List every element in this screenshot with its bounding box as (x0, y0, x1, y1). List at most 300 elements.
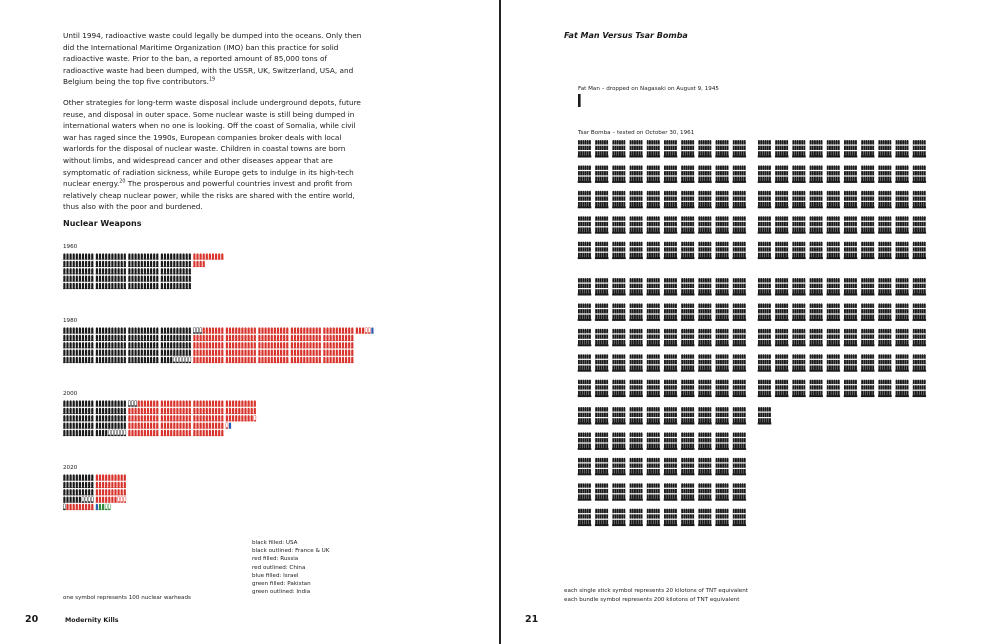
warhead-symbol (137, 253, 140, 259)
warhead-symbol (161, 357, 164, 363)
warhead-symbol (137, 268, 140, 274)
warhead-symbol (85, 504, 88, 510)
warhead-symbol (141, 408, 144, 414)
bundle-symbol (913, 140, 927, 158)
bundle-symbol (715, 380, 729, 398)
warhead-symbol (315, 327, 318, 333)
warhead-symbol (221, 342, 224, 348)
warhead-symbol (137, 415, 140, 421)
warhead-symbol (88, 489, 91, 495)
warhead-symbol (82, 335, 85, 341)
warhead-symbol (63, 357, 66, 363)
warhead-symbol (254, 335, 256, 341)
warhead-symbol (63, 283, 66, 289)
bundle-symbol (612, 191, 626, 209)
warhead-symbol (319, 327, 322, 333)
warhead-symbol (221, 335, 224, 341)
warhead-symbol (182, 275, 185, 281)
warhead-symbol (147, 283, 150, 289)
warhead-symbol (85, 422, 88, 428)
warhead-symbol (128, 430, 131, 436)
warhead-symbol (286, 342, 289, 348)
warhead-symbol (241, 357, 244, 363)
warhead-symbol (85, 275, 88, 281)
warhead-symbol (306, 327, 309, 333)
warhead-symbol (209, 342, 212, 348)
warhead-symbol (108, 430, 111, 436)
warhead-symbol (137, 408, 140, 414)
warhead-symbol (176, 400, 179, 406)
warhead-symbol (153, 261, 156, 267)
warhead-symbol (69, 482, 72, 488)
warhead-symbol (66, 400, 69, 406)
warhead-symbol (114, 327, 117, 333)
warhead-symbol (79, 275, 82, 281)
bundle-symbol (681, 407, 695, 425)
warhead-symbol (108, 327, 111, 333)
bundle-symbol (758, 191, 772, 209)
bundle-symbol (681, 432, 695, 450)
warhead-symbol (264, 342, 267, 348)
warhead-symbol (167, 408, 170, 414)
bundle-symbol (629, 354, 643, 372)
warhead-symbol (85, 496, 88, 502)
warhead-symbol (144, 342, 147, 348)
bundle-symbol (664, 303, 678, 321)
warhead-symbol (147, 422, 150, 428)
warhead-symbol (137, 261, 140, 267)
warhead-symbol (150, 261, 153, 267)
warhead-symbol (85, 408, 88, 414)
bundle-symbol (578, 278, 592, 296)
warhead-symbol (66, 261, 69, 267)
warhead-symbol (261, 349, 264, 355)
warhead-symbol (164, 335, 167, 341)
warhead-symbol (277, 335, 280, 341)
warhead-symbol (69, 283, 72, 289)
warhead-symbol (229, 415, 232, 421)
bundle-symbol (629, 432, 643, 450)
warhead-symbol (69, 400, 72, 406)
warhead-symbol (283, 342, 286, 348)
warhead-symbol (76, 408, 79, 414)
warhead-symbol (128, 253, 131, 259)
warhead-symbol (72, 415, 75, 421)
warhead-symbol (114, 400, 117, 406)
bundle-symbol (878, 303, 892, 321)
warhead-symbol (150, 422, 153, 428)
warhead-symbol (206, 327, 209, 333)
warhead-symbol (141, 349, 144, 355)
warhead-symbol (76, 268, 79, 274)
bundle-symbol (895, 165, 909, 183)
warhead-symbol (150, 349, 153, 355)
warhead-symbol (261, 342, 264, 348)
warhead-symbol (294, 349, 297, 355)
warhead-symbol (120, 268, 123, 274)
bundle-symbol (878, 354, 892, 372)
bundle-symbol (827, 242, 841, 260)
warhead-symbol (170, 342, 173, 348)
bundle-symbol (647, 483, 661, 501)
warhead-symbol (137, 357, 140, 363)
bundle-symbol (844, 329, 858, 347)
warhead-symbol (164, 327, 167, 333)
warhead-symbol (153, 408, 156, 414)
warhead-symbol (63, 422, 66, 428)
bundle-symbol (595, 407, 609, 425)
warhead-symbol (202, 400, 205, 406)
warhead-symbol (329, 335, 332, 341)
warhead-symbol (193, 253, 196, 259)
warhead-symbol (91, 496, 94, 502)
warhead-symbol (69, 268, 72, 274)
warhead-symbol (88, 261, 91, 267)
warhead-symbol (193, 430, 196, 436)
warhead-symbol (312, 327, 315, 333)
warhead-symbol (336, 357, 339, 363)
bundle-symbol (878, 329, 892, 347)
warhead-symbol (108, 357, 111, 363)
bundle-symbol (809, 140, 823, 158)
warhead-symbol (212, 335, 215, 341)
warhead-symbol (72, 283, 75, 289)
warhead-symbol (102, 400, 105, 406)
warhead-symbol (82, 268, 85, 274)
warhead-symbol (351, 349, 354, 355)
warhead-symbol (120, 283, 123, 289)
warhead-symbol (215, 335, 218, 341)
warhead-symbol (156, 349, 159, 355)
warhead-symbol (215, 253, 218, 259)
warhead-symbol (108, 268, 111, 274)
warhead-symbol (229, 357, 232, 363)
warhead-symbol (294, 335, 297, 341)
fat-man-label: Fat Man – dropped on Nagasaki on August 9, 1945 (578, 86, 719, 92)
bundle-symbol (861, 329, 875, 347)
warhead-symbol (182, 335, 185, 341)
warhead-symbol (82, 504, 85, 510)
warhead-symbol (96, 482, 99, 488)
warhead-symbol (261, 357, 264, 363)
bundle-symbol (878, 380, 892, 398)
warhead-symbol (82, 275, 85, 281)
warhead-symbol (164, 415, 167, 421)
warhead-symbol (244, 400, 247, 406)
paragraph-2-end-text: The prosperous and powerful countries invest and profit from relatively cheap nuclear power, while the risks are shared with the entire world, thus also with the poor and burdened. (63, 179, 355, 212)
warhead-symbol (91, 400, 94, 406)
warhead-symbol (96, 335, 99, 341)
warhead-symbol (108, 261, 111, 267)
warhead-symbol (193, 342, 196, 348)
warhead-symbol (336, 349, 339, 355)
bundle-symbol (629, 458, 643, 476)
warhead-symbol (102, 335, 105, 341)
warhead-symbol (141, 253, 144, 259)
warhead-symbol (99, 342, 102, 348)
warhead-symbol (124, 261, 127, 267)
warhead-symbol (105, 489, 108, 495)
warhead-symbol (76, 489, 79, 495)
warhead-symbol (173, 357, 176, 363)
warhead-symbol (232, 357, 235, 363)
warhead-symbol (351, 327, 354, 333)
warhead-symbol (323, 342, 326, 348)
warhead-symbol (120, 327, 123, 333)
warhead-symbol (114, 335, 117, 341)
warhead-symbol (102, 268, 105, 274)
warhead-symbol (147, 357, 150, 363)
warhead-symbol (179, 400, 182, 406)
bundle-symbol (715, 329, 729, 347)
warhead-symbol (131, 342, 134, 348)
warhead-symbol (348, 349, 351, 355)
bundle-symbol (578, 458, 592, 476)
warhead-symbol (150, 430, 153, 436)
warhead-symbol (114, 253, 117, 259)
bundle-symbol (612, 483, 626, 501)
warhead-symbol (114, 261, 117, 267)
legend-russia: red filled: Russia (252, 556, 299, 563)
bundle-symbol (827, 165, 841, 183)
warhead-symbol (179, 349, 182, 355)
warhead-symbol (215, 349, 218, 355)
warhead-symbol (264, 349, 267, 355)
warhead-symbol (164, 357, 167, 363)
nuclear-weapons-chart (0, 0, 499, 644)
warhead-symbol (212, 327, 215, 333)
warhead-symbol (332, 357, 335, 363)
bundle-symbol (681, 458, 695, 476)
warhead-symbol (105, 496, 108, 502)
warhead-symbol (280, 357, 283, 363)
warhead-symbol (182, 415, 185, 421)
warhead-symbol (72, 422, 75, 428)
warhead-symbol (63, 504, 66, 510)
bundle-symbol (861, 191, 875, 209)
warhead-symbol (111, 342, 114, 348)
warhead-symbol (267, 335, 270, 341)
warhead-symbol (300, 327, 303, 333)
warhead-symbol (221, 253, 224, 259)
warhead-symbol (300, 357, 303, 363)
warhead-symbol (319, 335, 322, 341)
warhead-symbol (79, 335, 82, 341)
warhead-symbol (244, 408, 247, 414)
warhead-symbol (96, 496, 99, 502)
warhead-symbol (141, 327, 144, 333)
warhead-symbol (150, 335, 153, 341)
warhead-symbol (144, 400, 147, 406)
warhead-unit-note: one symbol represents 100 nuclear warheads (63, 595, 191, 601)
warhead-symbol (120, 422, 123, 428)
warhead-symbol (182, 430, 185, 436)
warhead-symbol (91, 415, 94, 421)
warhead-symbol (82, 283, 85, 289)
warhead-symbol (141, 415, 144, 421)
warhead-symbol (76, 496, 79, 502)
warhead-symbol (303, 349, 306, 355)
bundle-symbol (733, 483, 747, 501)
warhead-symbol (218, 253, 221, 259)
paragraph-1-text: Until 1994, radioactive waste could legally be dumped into the oceans. Only then did the International Maritime Organization (IMO) ban this practice for solid radioactive waste. Prior to the ban, a reported amount of 85,000 tons of radioactive waste had been dumped, with the USSR, UK, Switzerland, USA, and Belgium being the top five contributors. (63, 31, 362, 87)
warhead-symbol (215, 408, 218, 414)
warhead-symbol (120, 489, 123, 495)
warhead-symbol (283, 327, 286, 333)
bundle-symbol (715, 165, 729, 183)
warhead-symbol (128, 327, 131, 333)
warhead-symbol (69, 349, 72, 355)
warhead-symbol (173, 349, 176, 355)
warhead-symbol (66, 430, 69, 436)
warhead-symbol (277, 349, 280, 355)
warhead-symbol (244, 342, 247, 348)
warhead-symbol (111, 253, 114, 259)
warhead-symbol (111, 327, 114, 333)
warhead-symbol (176, 408, 179, 414)
warhead-symbol (134, 342, 137, 348)
warhead-symbol (326, 335, 329, 341)
warhead-symbol (179, 268, 182, 274)
warhead-symbol (226, 342, 229, 348)
warhead-symbol (153, 342, 156, 348)
warhead-symbol (88, 474, 91, 480)
warhead-symbol (102, 261, 105, 267)
warhead-symbol (206, 253, 209, 259)
warhead-symbol (134, 349, 137, 355)
warhead-symbol (185, 342, 188, 348)
warhead-symbol (63, 327, 66, 333)
warhead-symbol (229, 342, 232, 348)
warhead-symbol (209, 357, 212, 363)
bundle-symbol (895, 354, 909, 372)
warhead-symbol (306, 335, 309, 341)
warhead-symbol (137, 422, 140, 428)
warhead-symbol (124, 327, 127, 333)
bundle-symbol (664, 140, 678, 158)
warhead-symbol (63, 253, 66, 259)
warhead-symbol (72, 430, 75, 436)
warhead-symbol (79, 261, 82, 267)
warhead-symbol (124, 430, 127, 436)
warhead-symbol (63, 400, 66, 406)
warhead-symbol (76, 400, 79, 406)
warhead-symbol (170, 275, 173, 281)
warhead-symbol (137, 335, 140, 341)
warhead-symbol (63, 349, 66, 355)
warhead-symbol (336, 327, 339, 333)
warhead-symbol (173, 253, 176, 259)
warhead-symbol (345, 357, 348, 363)
warhead-symbol (124, 496, 127, 502)
warhead-symbol (193, 400, 196, 406)
warhead-symbol (332, 342, 335, 348)
warhead-symbol (82, 349, 85, 355)
warhead-symbol (99, 357, 102, 363)
warhead-symbol (147, 408, 150, 414)
warhead-symbol (147, 335, 150, 341)
warhead-symbol (179, 422, 182, 428)
warhead-symbol (309, 357, 312, 363)
warhead-symbol (258, 335, 261, 341)
warhead-symbol (196, 357, 199, 363)
bundle-symbol (578, 329, 592, 347)
warhead-symbol (291, 335, 294, 341)
warhead-symbol (147, 275, 150, 281)
warhead-symbol (189, 253, 192, 259)
warhead-symbol (283, 335, 286, 341)
warhead-symbol (79, 489, 82, 495)
bundle-symbol (647, 509, 661, 526)
bundle-symbol (913, 380, 927, 398)
warhead-symbol (141, 422, 144, 428)
warhead-symbol (345, 349, 348, 355)
warhead-symbol (144, 261, 147, 267)
warhead-symbol (91, 283, 94, 289)
warhead-symbol (153, 422, 156, 428)
warhead-symbol (79, 482, 82, 488)
warhead-symbol (99, 335, 102, 341)
warhead-symbol (79, 408, 82, 414)
warhead-symbol (235, 342, 238, 348)
warhead-symbol (300, 335, 303, 341)
warhead-symbol (66, 335, 69, 341)
warhead-symbol (232, 327, 235, 333)
bundle-symbol (827, 278, 841, 296)
warhead-symbol (348, 335, 351, 341)
bundle-symbol (733, 191, 747, 209)
bundle-symbol (844, 354, 858, 372)
warhead-symbol (196, 335, 199, 341)
warhead-symbol (238, 415, 241, 421)
warhead-symbol (156, 261, 159, 267)
bundle-symbol (647, 165, 661, 183)
warhead-symbol (124, 489, 127, 495)
warhead-symbol (179, 415, 182, 421)
bundle-symbol (895, 242, 909, 260)
stick-symbol (578, 94, 581, 107)
warhead-symbol (218, 335, 221, 341)
warhead-symbol (179, 275, 182, 281)
warhead-symbol (238, 400, 241, 406)
warhead-symbol (105, 474, 108, 480)
warhead-symbol (144, 422, 147, 428)
warhead-symbol (105, 349, 108, 355)
warhead-symbol (173, 342, 176, 348)
warhead-symbol (161, 261, 164, 267)
warhead-symbol (124, 357, 127, 363)
warhead-symbol (88, 327, 91, 333)
bundle-symbol (698, 509, 712, 526)
warhead-symbol (91, 357, 94, 363)
warhead-symbol (221, 422, 224, 428)
warhead-symbol (332, 335, 335, 341)
bundle-symbol (844, 242, 858, 260)
warhead-symbol (144, 275, 147, 281)
warhead-symbol (241, 408, 244, 414)
warhead-symbol (147, 261, 150, 267)
bundle-symbol (578, 509, 592, 526)
bundle-symbol (647, 432, 661, 450)
bundle-symbol (681, 165, 695, 183)
bundle-symbol (792, 165, 806, 183)
bundle-symbol (792, 140, 806, 158)
bundle-symbol (775, 242, 789, 260)
bundle-symbol (595, 354, 609, 372)
warhead-symbol (69, 261, 72, 267)
warhead-symbol (147, 430, 150, 436)
warhead-symbol (250, 357, 253, 363)
